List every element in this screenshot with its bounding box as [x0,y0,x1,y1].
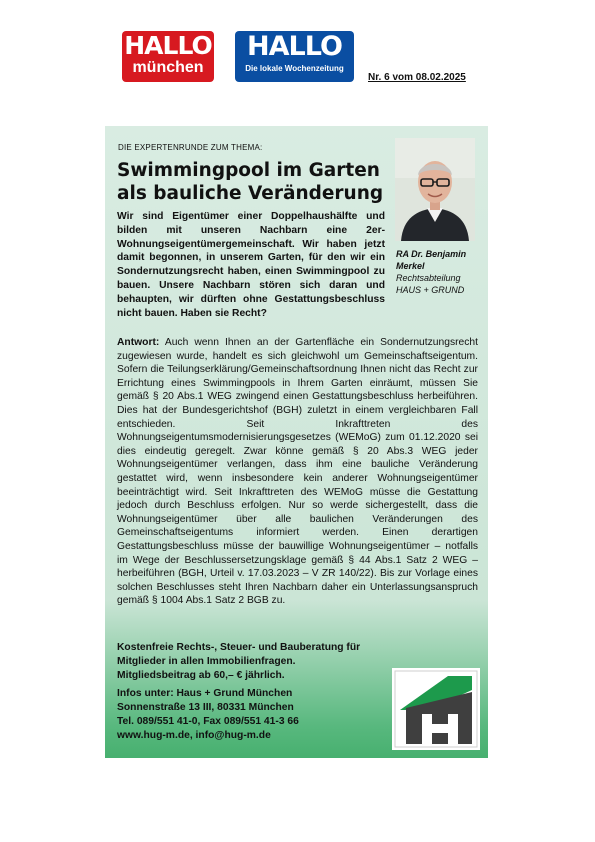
article-kicker: DIE EXPERTENRUNDE ZUM THEMA: [118,143,263,152]
author-department: Rechtsabteilung [396,273,461,283]
answer-paragraph [117,336,478,608]
logo-muenchen-text: münchen [132,59,204,76]
answer-label: Antwort: [117,337,160,348]
author-caption [396,248,466,296]
hallo-muenchen-logo [122,31,214,82]
address-line: Sonnenstraße 13 III, 80331 München [117,702,294,714]
haus-und-grund-logo-icon [392,668,480,750]
logo-hallo-text: HALLO [247,31,342,62]
info-line: Infos unter: Haus + Grund München [117,688,293,700]
answer-text: Auch wenn Ihnen an der Gartenfläche ein Sondernutzungsrecht zugewiesen wurde, handelt es sich gleichwohl um Gemeinschaftseigentum. Sofern die Teilungserklärung/Gemeinschaftsordnung Ihnen nicht das Recht zur Errichtung eines Swimmingpools in Ihrem Garten einräumt, müssen Sie gemäß § 20 Abs.1 WEG zwingend einen Gestattungsbeschluss herbeiführen. Dies hat der Bundesgerichtshof (BGH) zuletzt in einem vergleichbaren Fall entschieden. Seit Inkrafttreten des Wohnungseigentumsmodernisierungsgesetzes (WEMoG) zum 01.12.2020 sei dies eindeutig geregelt. Zwar könne gemäß § 20 Abs.3 WEG jeder Wohnungseigentümer verlangen, dass ihm eine bauliche Veränderung gestattet wird, wenn insbesondere kein anderer Wohnungseigentümer beeinträchtigt wird. Seit Inkrafttreten des WEMoG müsse die Gestattung jedoch durch Beschluss erfolgen. Nur so werde sichergestellt, dass die Wohnungseigentümer über alle baulichen Veränderungen des Gemeinschaftseigentums informiert werden. Einen derartigen Gestattungsbeschluss müsse der bauwillige Wohnungseigentümer – notfalls im Wege der Beschlussersetzungsklage gemäß § 44 Abs.1 Satz 2 WEG – herbeiführen (BGH, Urteil v. 17.03.2023 – V ZR 140/22). Bis zur Vorlage eines solchen Beschlusses steht Ihren Nachbarn daher ein Unterlassungsanspruch gemäß § 1004 Abs.1 Satz 2 BGB zu. [117,337,479,607]
article-title: Swimmingpool im Garten als bauliche Veränderung [117,160,384,204]
question-text: Wir sind Eigentümer einer Doppelhaushälfte und bilden mit unseren Nachbarn eine 2er-Wohnungseigentümergemeinschaft. Wir haben jetzt damit begonnen, in unserem Garten, für den wir ein Sondernutzungsrecht haben, einen Swimmingpool zu bauen. Unsere Nachbarn stören sich daran und behaupten, wir dürften ohne Gestattungsbeschluss nicht bauen. Haben sie Recht? [117,211,385,319]
web-line: www.hug-m.de, info@hug-m.de [117,729,271,741]
service-offer: Kostenfreie Rechts-, Steuer- und Bauberatung für Mitglieder in allen Immobilienfragen. [117,642,361,667]
author-photo [395,138,475,241]
hallo-wochenzeitung-logo [235,31,354,82]
phone-line: Tel. 089/551 41-0, Fax 089/551 41-3 66 [117,715,299,727]
author-name: RA Dr. Benjamin [396,249,467,259]
logo-hallo-text: HALLO [124,31,212,60]
contact-box [117,641,387,743]
author-surname: Merkel [396,261,425,271]
membership-fee: Mitgliedsbeitrag ab 60,– € jährlich. [117,669,285,681]
author-organisation: HAUS + GRUND [396,285,465,295]
logo-tagline: Die lokale Wochenzeitung [245,64,344,73]
issue-date: Nr. 6 vom 08.02.2025 [368,72,466,83]
expert-article [105,126,488,758]
